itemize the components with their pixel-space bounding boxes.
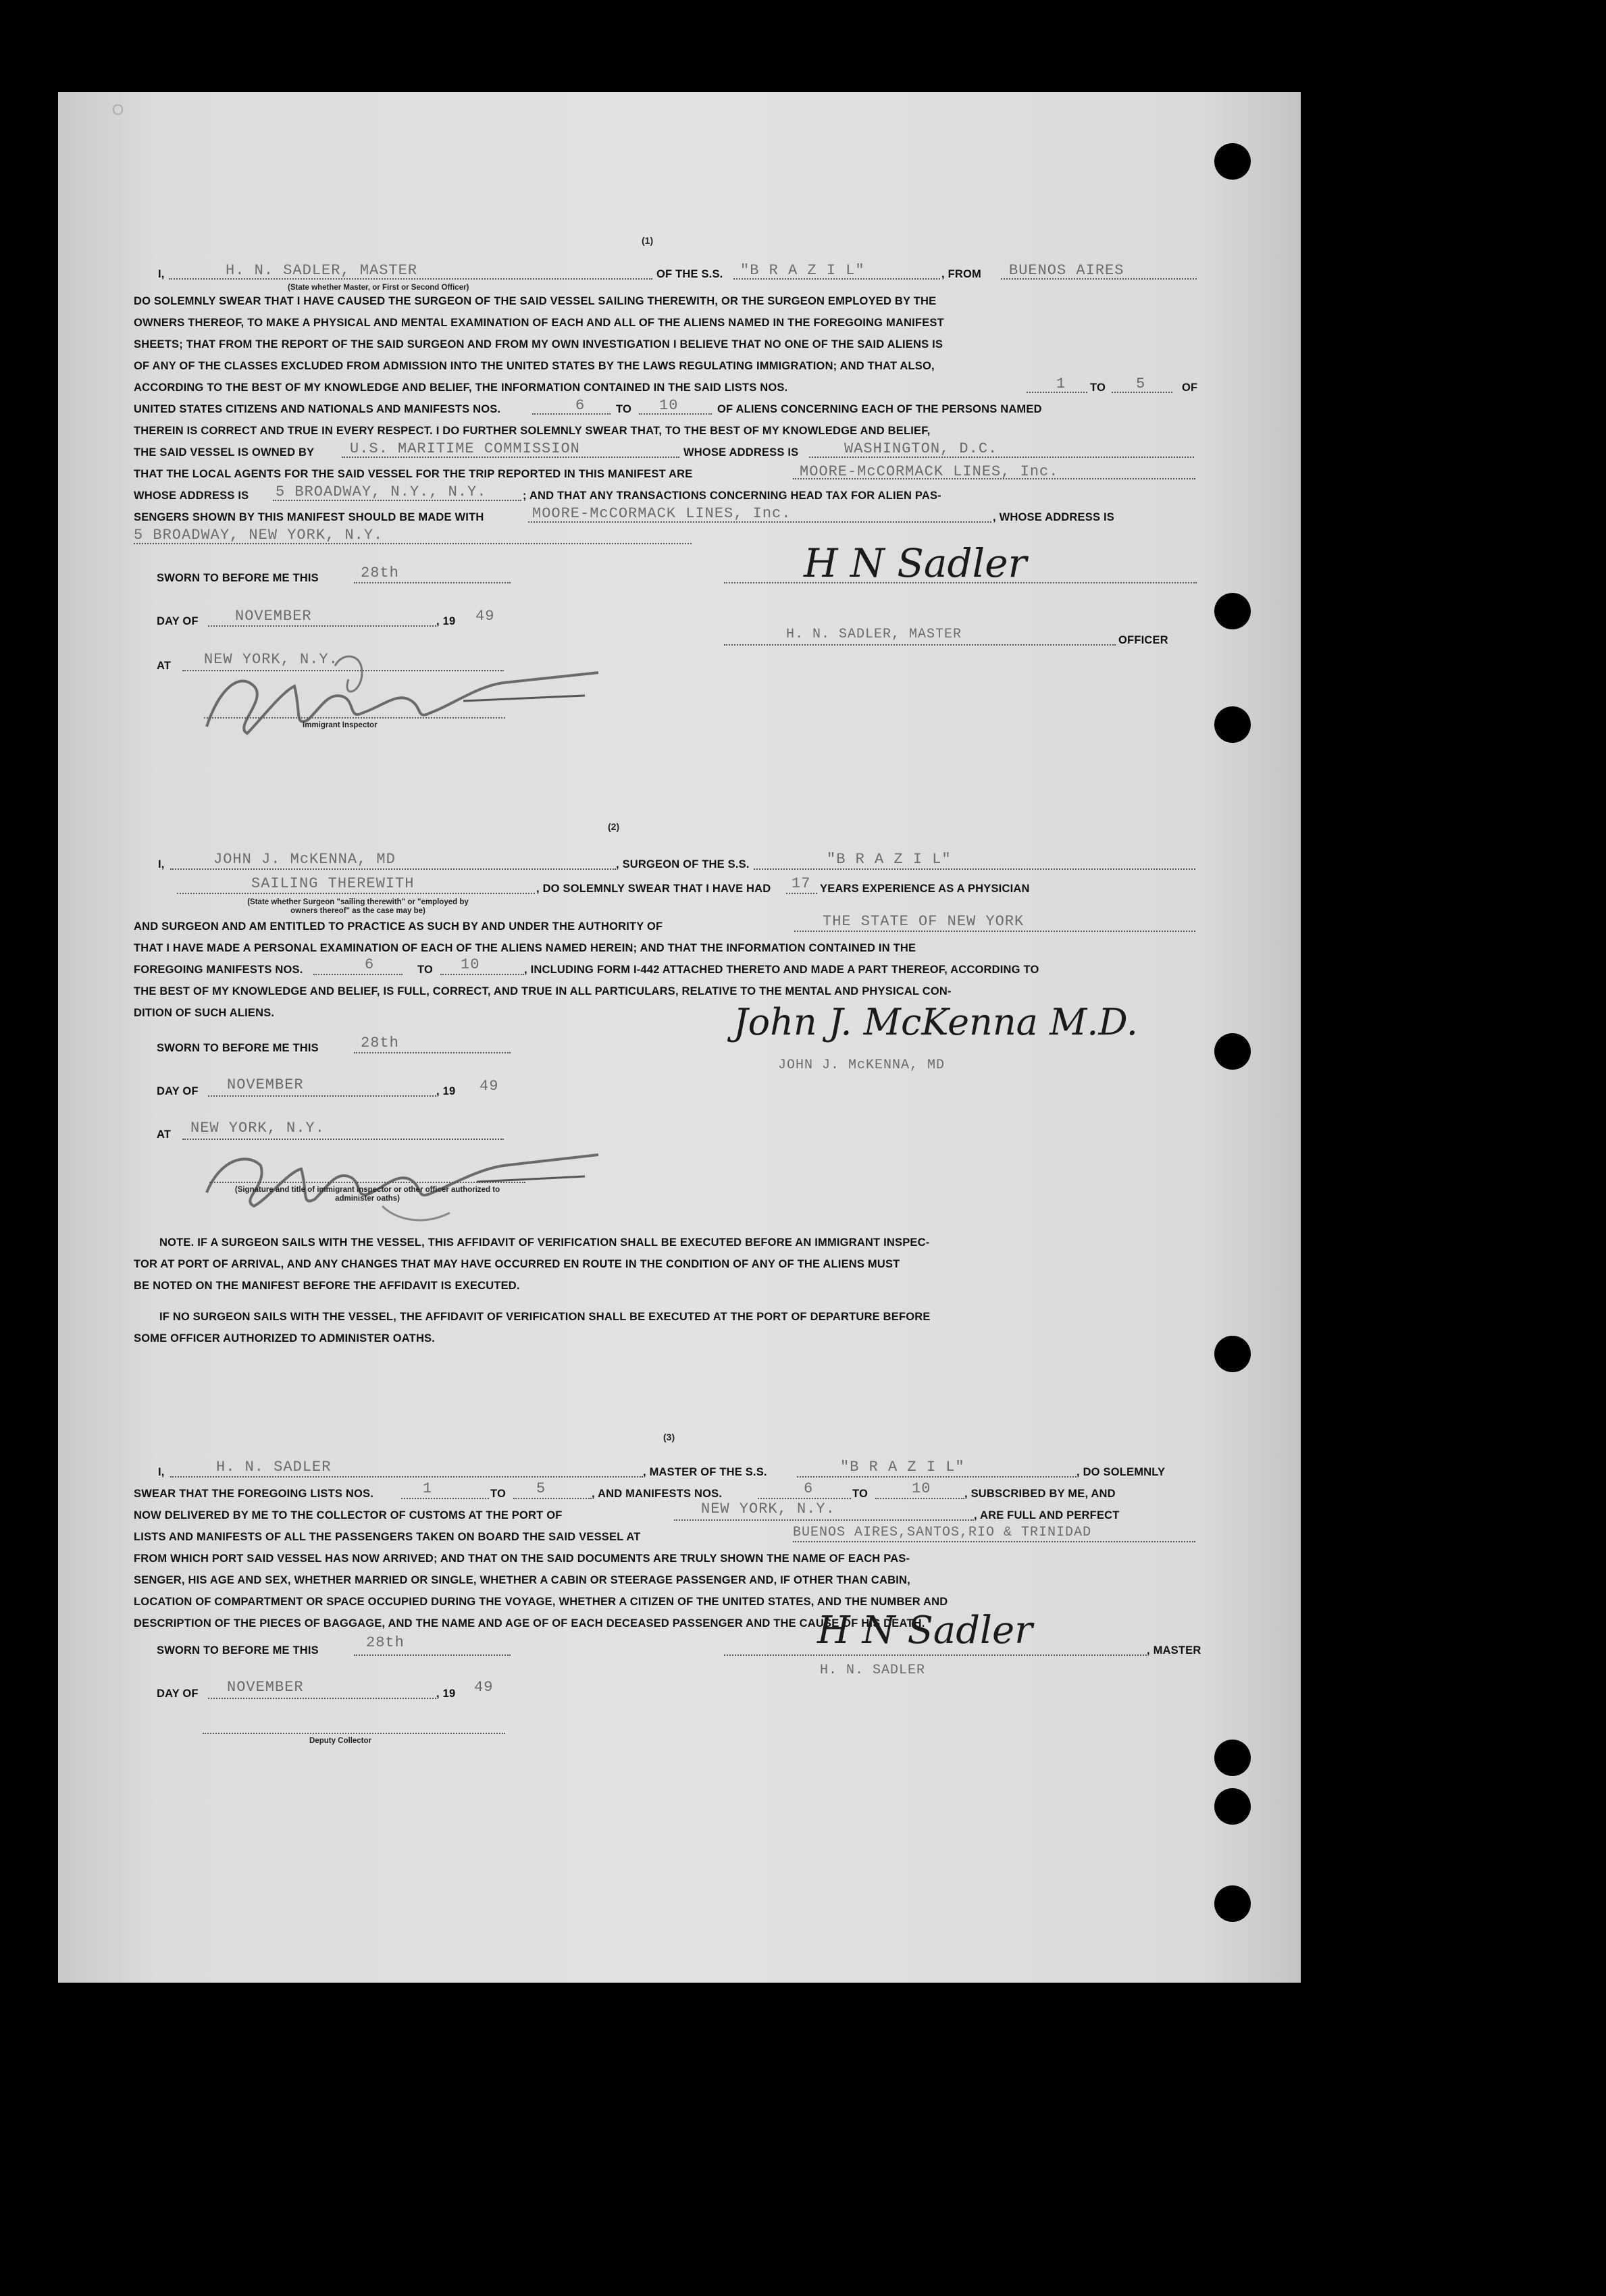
s3-line-6: LOCATION OF COMPARTMENT OR SPACE OCCUPIED DURING THE VOYAGE, WHETHER A CITIZEN OF THE UNITED STATES, AND THE NUMBER AND xyxy=(134,1596,948,1608)
surgeon-name-field: JOHN J. McKENNA, MD xyxy=(213,851,396,868)
sailing-field: SAILING THEREWITH xyxy=(251,875,415,892)
master-name-field: H. N. SADLER, MASTER xyxy=(226,262,418,279)
master-caption: (State whether Master, or First or Second Officer) xyxy=(288,284,469,292)
corner-mark: O xyxy=(112,101,124,118)
label-of-ss: OF THE S.S. xyxy=(656,268,723,280)
deputy-collector-label: Deputy Collector xyxy=(309,1737,372,1745)
do-solemnly-label: , DO SOLEMNLY xyxy=(1077,1466,1166,1478)
s1-line-8b: WHOSE ADDRESS IS xyxy=(683,446,799,459)
master-typed-name: H. N. SADLER xyxy=(820,1663,926,1678)
note-1-line-1: NOTE. IF A SURGEON SAILS WITH THE VESSEL, THIS AFFIDAVIT OF VERIFICATION SHALL BE EXECUTED BEFORE AN IMMIGRANT INSPEC- xyxy=(159,1236,930,1249)
label-i: I, xyxy=(158,858,165,870)
label-to: TO xyxy=(852,1488,869,1500)
label-i: I, xyxy=(158,1466,165,1478)
day-of-label: DAY OF xyxy=(157,1688,199,1700)
month-field: NOVEMBER xyxy=(235,608,312,625)
from-port-field: BUENOS AIRES xyxy=(1009,262,1124,279)
sworn-label: SWORN TO BEFORE ME THIS xyxy=(157,572,319,584)
year-field: 49 xyxy=(480,1078,499,1095)
s1-line-8: THE SAID VESSEL IS OWNED BY xyxy=(134,446,315,459)
punch-hole xyxy=(1214,1740,1251,1776)
master-signature: H N Sadler xyxy=(804,540,1027,586)
at-label: AT xyxy=(157,660,172,672)
lists-from-field: 1 xyxy=(423,1480,433,1497)
label-to: TO xyxy=(1090,382,1106,394)
sworn-label: SWORN TO BEFORE ME THIS xyxy=(157,1644,319,1656)
s3-line-1b: , AND MANIFESTS NOS. xyxy=(592,1488,723,1500)
manifest-page xyxy=(58,92,1301,1983)
s1-line-10b: ; AND THAT ANY TRANSACTIONS CONCERNING HEAD TAX FOR ALIEN PAS- xyxy=(523,490,941,502)
manifests-from-field: 6 xyxy=(804,1480,814,1497)
surgeon-of-label: , SURGEON OF THE S.S. xyxy=(616,858,750,870)
s1-line-11b: , WHOSE ADDRESS IS xyxy=(993,511,1114,523)
label-to: TO xyxy=(417,964,434,976)
s3-line-5: SENGER, HIS AGE AND SEX, WHETHER MARRIED OR SINGLE, WHETHER A CABIN OR STEERAGE PASSENGER AND, IF OTHER THAN CABIN, xyxy=(134,1574,910,1586)
section-2-number: (2) xyxy=(608,821,620,832)
lists-from-field: 1 xyxy=(1056,375,1066,392)
master-signature: H N Sadler xyxy=(817,1609,1033,1652)
ports-field: BUENOS AIRES,SANTOS,RIO & TRINIDAD xyxy=(793,1525,1092,1540)
authority-field: THE STATE OF NEW YORK xyxy=(823,913,1025,930)
swear-had-label: , DO SOLEMNLY SWEAR THAT I HAVE HAD xyxy=(536,883,771,895)
s3-line-7: DESCRIPTION OF THE PIECES OF BAGGAGE, AND THE NAME AND AGE OF OF EACH DECEASED PASSENGER AND THE CAUSE OF HIS DEATH. xyxy=(134,1617,925,1629)
vessel-field: "B R A Z I L" xyxy=(827,851,952,868)
s2-line-2: THAT I HAVE MADE A PERSONAL EXAMINATION OF EACH OF THE ALIENS NAMED HEREIN; AND THAT THE INFORMATION CONTAINED IN THE xyxy=(134,942,916,954)
label-i: I, xyxy=(158,268,165,280)
section-3-number: (3) xyxy=(663,1432,675,1442)
vessel-field: "B R A Z I L" xyxy=(740,262,865,279)
year-prefix: , 19 xyxy=(436,615,456,627)
lists-to-field: 5 xyxy=(536,1480,546,1497)
s1-line-6: UNITED STATES CITIZENS AND NATIONALS AND MANIFESTS NOS. xyxy=(134,403,501,415)
s1-line-3: SHEETS; THAT FROM THE REPORT OF THE SAID SURGEON AND FROM MY OWN INVESTIGATION I BELIEVE THAT NO ONE OF THE SAID ALIENS IS xyxy=(134,338,943,350)
punch-hole xyxy=(1214,143,1251,180)
month-field: NOVEMBER xyxy=(227,1679,304,1696)
s3-line-2b: , ARE FULL AND PERFECT xyxy=(974,1509,1120,1521)
s2-line-3: FOREGOING MANIFESTS NOS. xyxy=(134,964,303,976)
punch-hole xyxy=(1214,1033,1251,1070)
section-1-number: (1) xyxy=(642,235,654,246)
punch-hole xyxy=(1214,706,1251,743)
month-field: NOVEMBER xyxy=(227,1076,304,1093)
s3-line-2: NOW DELIVERED BY ME TO THE COLLECTOR OF CUSTOMS AT THE PORT OF xyxy=(134,1509,563,1521)
note-2-line-1: IF NO SURGEON SAILS WITH THE VESSEL, THE AFFIDAVIT OF VERIFICATION SHALL BE EXECUTED AT THE PORT OF DEPARTURE BEFORE xyxy=(159,1311,931,1323)
year-field: 49 xyxy=(475,608,495,625)
s3-line-1c: , SUBSCRIBED BY ME, AND xyxy=(964,1488,1116,1500)
place-field: NEW YORK, N.Y. xyxy=(204,651,338,668)
day-of-label: DAY OF xyxy=(157,1085,199,1097)
sworn-label: SWORN TO BEFORE ME THIS xyxy=(157,1042,319,1054)
manifests-to-field: 10 xyxy=(461,956,480,973)
inspector-caption: (Signature and title of immigrant inspector or other officer authorized to administer oaths) xyxy=(234,1186,500,1203)
vessel-field: "B R A Z I L" xyxy=(840,1459,965,1476)
s1-line-11: SENGERS SHOWN BY THIS MANIFEST SHOULD BE MADE WITH xyxy=(134,511,484,523)
surgeon-signature: John J. McKenna M.D. xyxy=(733,1001,1138,1043)
owner-address-field: WASHINGTON, D.C. xyxy=(844,440,998,457)
s1-line-5: ACCORDING TO THE BEST OF MY KNOWLEDGE AND BELIEF, THE INFORMATION CONTAINED IN THE SAID LISTS NOS. xyxy=(134,382,788,394)
manifests-to-field: 10 xyxy=(912,1480,931,1497)
s3-line-3: LISTS AND MANIFESTS OF ALL THE PASSENGERS TAKEN ON BOARD THE SAID VESSEL AT xyxy=(134,1531,641,1543)
s1-line-10: WHOSE ADDRESS IS xyxy=(134,490,249,502)
punch-hole xyxy=(1214,1885,1251,1922)
surgeon-typed-name: JOHN J. McKENNA, MD xyxy=(778,1058,946,1073)
surgeon-caption: (State whether Surgeon "sailing therewith" or "employed by owners thereof" as the case may be) xyxy=(247,898,469,916)
year-prefix: , 19 xyxy=(436,1688,456,1700)
s1-line-4: OF ANY OF THE CLASSES EXCLUDED FROM ADMISSION INTO THE UNITED STATES BY THE LAWS REGULATING IMMIGRATION; AND THAT ALSO, xyxy=(134,360,935,372)
tax-agent-field: MOORE-McCORMACK LINES, Inc. xyxy=(532,505,792,522)
lists-to-field: 5 xyxy=(1136,375,1146,392)
note-2-line-2: SOME OFFICER AUTHORIZED TO ADMINISTER OATHS. xyxy=(134,1332,436,1345)
place-field: NEW YORK, N.Y. xyxy=(190,1120,325,1137)
years-exp-label: YEARS EXPERIENCE AS A PHYSICIAN xyxy=(820,883,1030,895)
s1-line-1: DO SOLEMNLY SWEAR THAT I HAVE CAUSED THE SURGEON OF THE SAID VESSEL SAILING THEREWITH, OR THE SURGEON EMPLOYED BY THE xyxy=(134,295,937,307)
punch-hole xyxy=(1214,593,1251,629)
master-label: , MASTER xyxy=(1147,1644,1201,1656)
sworn-day-field: 28th xyxy=(366,1634,405,1651)
master-name-field: H. N. SADLER xyxy=(216,1459,332,1476)
agent-address-field: 5 BROADWAY, N.Y., N.Y. xyxy=(276,484,487,500)
s1-line-7: THEREIN IS CORRECT AND TRUE IN EVERY RESPECT. I DO FURTHER SOLEMNLY SWEAR THAT, TO THE BEST OF MY KNOWLEDGE AND BELIEF, xyxy=(134,425,931,437)
note-1-line-2: TOR AT PORT OF ARRIVAL, AND ANY CHANGES THAT MAY HAVE OCCURRED EN ROUTE IN THE CONDITION OF ANY OF THE ALIENS MUST xyxy=(134,1258,900,1270)
sworn-day-field: 28th xyxy=(361,1035,399,1051)
inspector-label: Immigrant Inspector xyxy=(303,721,378,729)
years-field: 17 xyxy=(792,875,811,892)
day-of-label: DAY OF xyxy=(157,615,199,627)
s1-line-6b: OF ALIENS CONCERNING EACH OF THE PERSONS NAMED xyxy=(717,403,1042,415)
label-to: TO xyxy=(616,403,632,415)
tax-address-field: 5 BROADWAY, NEW YORK, N.Y. xyxy=(134,527,384,544)
s1-line-2: OWNERS THEREOF, TO MAKE A PHYSICAL AND MENTAL EXAMINATION OF EACH AND ALL OF THE ALIENS NAMED IN THE FOREGOING MANIFEST xyxy=(134,317,944,329)
label-of: OF xyxy=(1182,382,1198,394)
s3-line-1: SWEAR THAT THE FOREGOING LISTS NOS. xyxy=(134,1488,374,1500)
s2-line-3b: , INCLUDING FORM I-442 ATTACHED THERETO AND MADE A PART THEREOF, ACCORDING TO xyxy=(524,964,1039,976)
owner-field: U.S. MARITIME COMMISSION xyxy=(350,440,580,457)
punch-hole xyxy=(1214,1788,1251,1825)
punch-hole xyxy=(1214,1336,1251,1372)
label-to: TO xyxy=(490,1488,507,1500)
note-1-line-3: BE NOTED ON THE MANIFEST BEFORE THE AFFIDAVIT IS EXECUTED. xyxy=(134,1280,520,1292)
year-field: 49 xyxy=(474,1679,494,1696)
sworn-day-field: 28th xyxy=(361,565,399,581)
port-field: NEW YORK, N.Y. xyxy=(701,1501,835,1517)
label-from: , FROM xyxy=(941,268,981,280)
manifests-from-field: 6 xyxy=(365,956,375,973)
manifests-from-field: 6 xyxy=(575,397,586,414)
s1-line-9: THAT THE LOCAL AGENTS FOR THE SAID VESSEL FOR THE TRIP REPORTED IN THIS MANIFEST ARE xyxy=(134,468,693,480)
manifests-to-field: 10 xyxy=(659,397,679,414)
inspector-signature-1 xyxy=(180,646,612,747)
s2-line-4: THE BEST OF MY KNOWLEDGE AND BELIEF, IS FULL, CORRECT, AND TRUE IN ALL PARTICULARS, RELATIVE TO THE MENTAL AND PHYSICAL CON- xyxy=(134,985,952,997)
s3-line-4: FROM WHICH PORT SAID VESSEL HAS NOW ARRIVED; AND THAT ON THE SAID DOCUMENTS ARE TRULY SHOWN THE NAME OF EACH PAS- xyxy=(134,1553,910,1565)
at-label: AT xyxy=(157,1128,172,1141)
officer-label: OFFICER xyxy=(1118,634,1168,646)
s2-line-5: DITION OF SUCH ALIENS. xyxy=(134,1007,275,1019)
year-prefix: , 19 xyxy=(436,1085,456,1097)
agents-field: MOORE-McCORMACK LINES, Inc. xyxy=(800,463,1059,480)
master-of-label: , MASTER OF THE S.S. xyxy=(643,1466,767,1478)
s2-line-1: AND SURGEON AND AM ENTITLED TO PRACTICE AS SUCH BY AND UNDER THE AUTHORITY OF xyxy=(134,920,663,933)
officer-name-field: H. N. SADLER, MASTER xyxy=(786,627,962,642)
